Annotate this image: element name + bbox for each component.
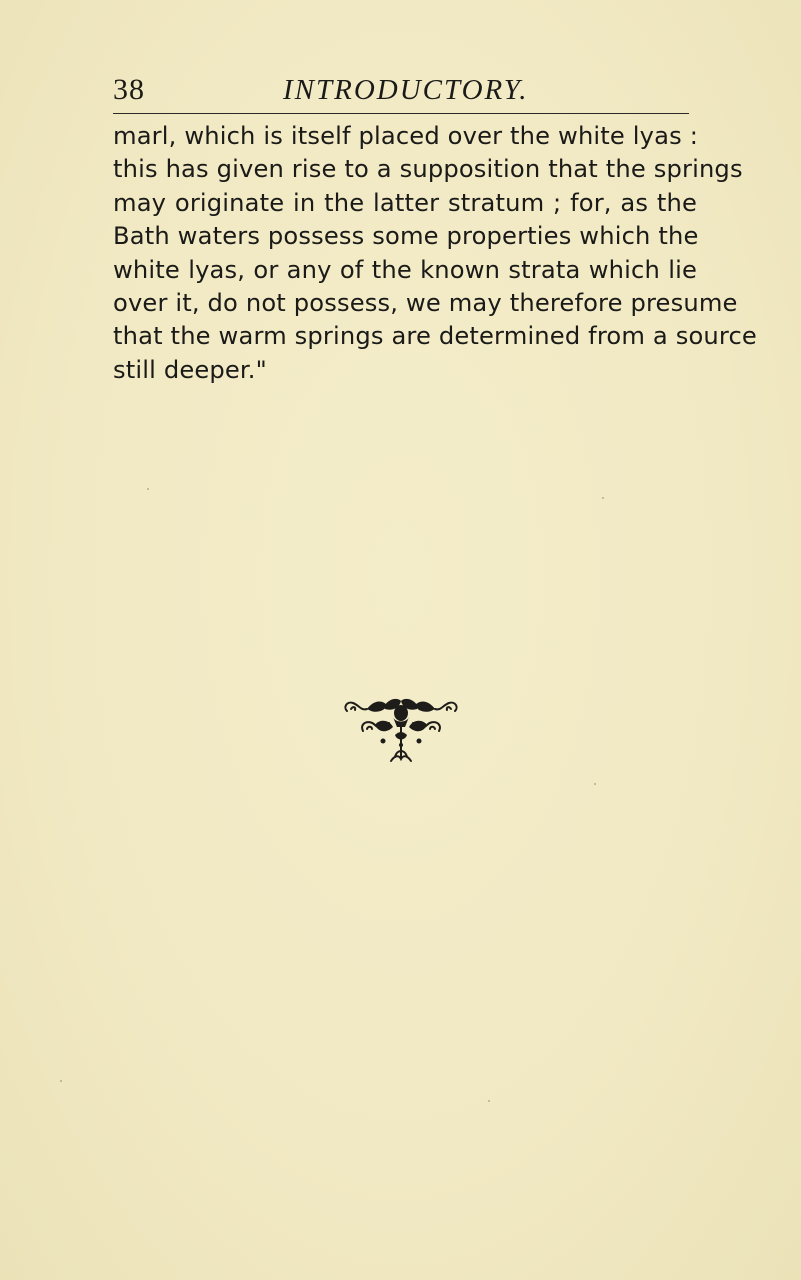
text-line: still deeper." xyxy=(113,355,267,384)
text-line: may originate in the latter stratum ; for, as the xyxy=(113,188,697,217)
running-head xyxy=(113,72,689,112)
text-line: white lyas, or any of the known strata which lie xyxy=(113,255,697,284)
paper-speck xyxy=(488,1100,490,1102)
running-title: INTRODUCTORY. xyxy=(283,74,529,106)
text-line: this has given rise to a supposition that the springs xyxy=(113,155,743,184)
page-number: 38 xyxy=(113,73,145,106)
body-paragraph xyxy=(113,120,757,387)
paper-speck xyxy=(147,488,149,490)
paper-speck xyxy=(602,497,604,499)
text-line: over it, do not possess, we may therefore presume xyxy=(113,288,738,317)
text-line: that the warm springs are determined from a source xyxy=(113,322,757,351)
tailpiece-ornament-icon xyxy=(341,697,461,763)
text-line: marl, which is itself placed over the white lyas : xyxy=(113,122,698,150)
text-line: Bath waters possess some properties which the xyxy=(113,222,699,251)
paper-speck xyxy=(60,1080,62,1082)
header-rule xyxy=(113,113,689,114)
paper-speck xyxy=(594,783,596,785)
